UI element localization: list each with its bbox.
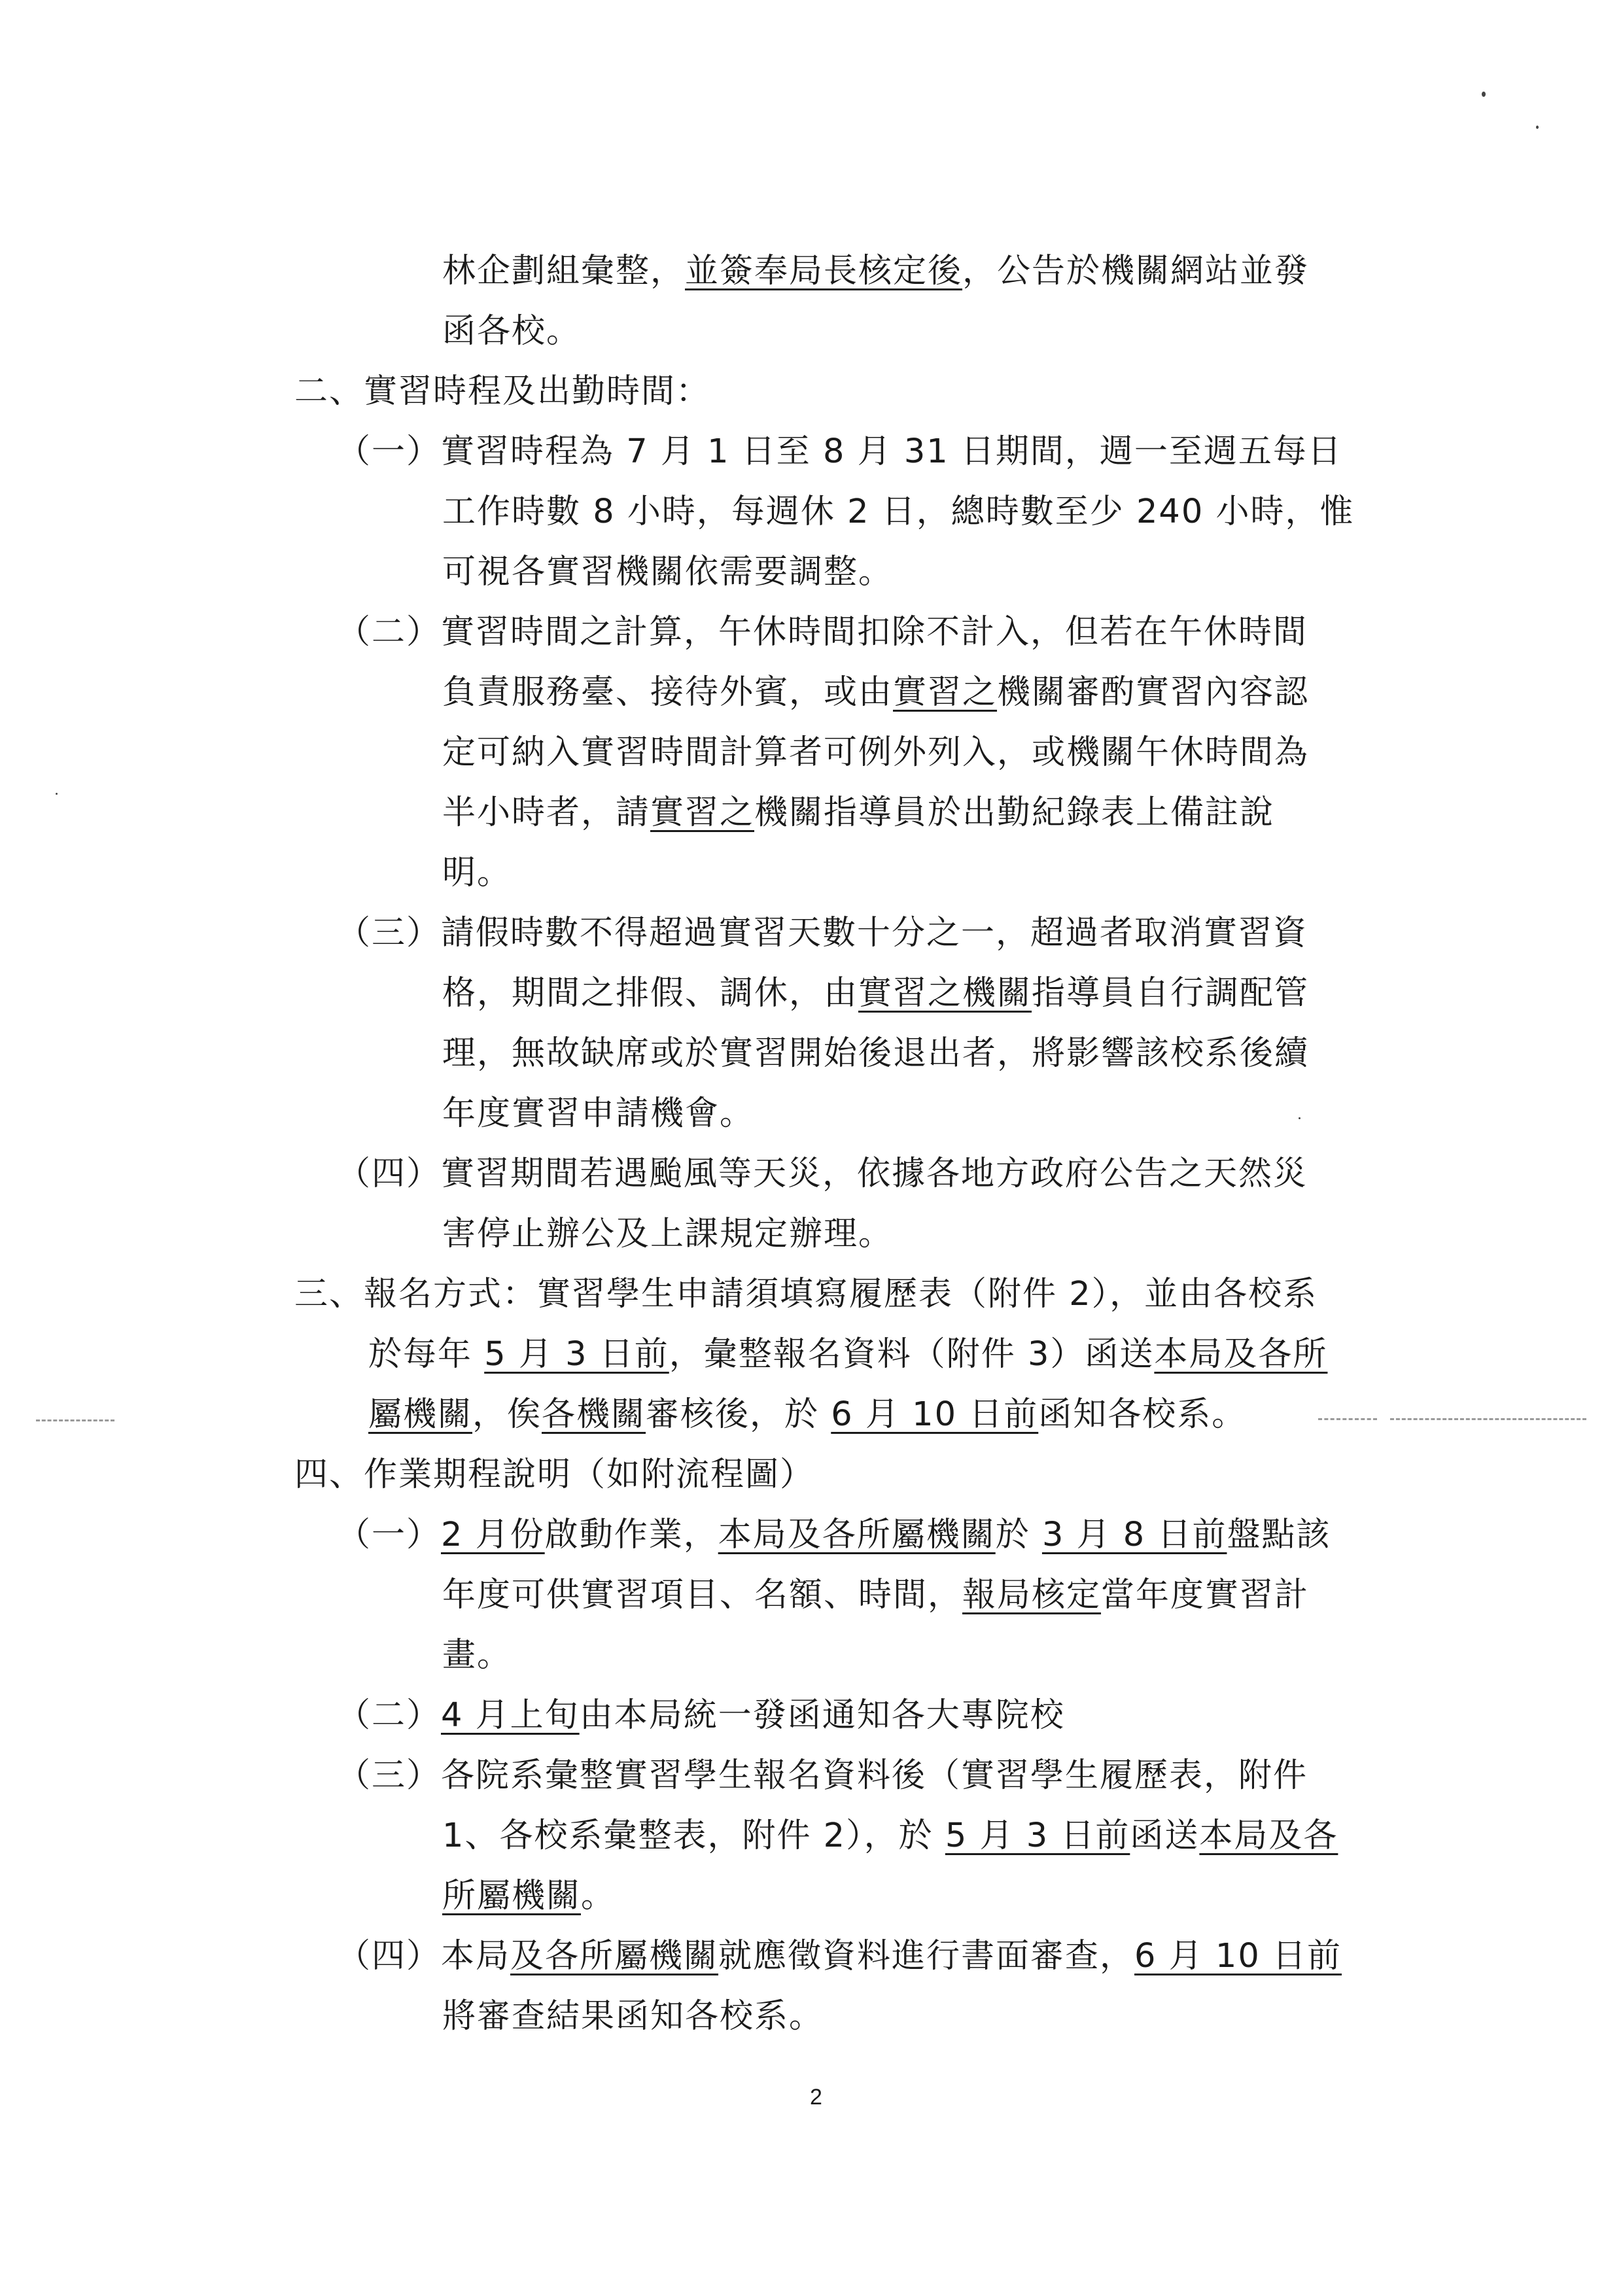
text-segment: （一）實習時程為 7 月 1 日至 8 月 31 日期間，週一至週五每日 <box>337 432 1342 471</box>
text-segment: 啟動作業， <box>544 1516 718 1554</box>
text-line <box>442 1574 1309 1617</box>
underlined-text: 6 月 10 日前 <box>831 1395 1039 1434</box>
underlined-text: 本局及各 <box>1199 1817 1338 1855</box>
text-line <box>442 551 893 594</box>
text-line <box>337 1153 1308 1196</box>
text-line <box>442 250 1309 293</box>
text-segment: 函各校。 <box>442 312 582 351</box>
text-line <box>368 1333 1327 1376</box>
text-segment: 年度可供實習項目、名額、時間， <box>442 1576 963 1614</box>
text-segment: 就應徵資料進行書面審查， <box>718 1937 1135 1975</box>
text-segment: （三）請假時數不得超過實習天數十分之一，超過者取消實習資 <box>337 914 1308 952</box>
text-segment: 指導員自行調配管 <box>1032 974 1310 1013</box>
text-segment: 害停止辦公及上課規定辦理。 <box>442 1215 894 1253</box>
text-segment: 明。 <box>442 854 512 892</box>
underlined-text: 實習之 <box>893 673 998 712</box>
text-line <box>442 1815 1338 1858</box>
scan-artifact-line <box>1318 1418 1377 1420</box>
text-line <box>337 1694 1065 1737</box>
text-segment: （四）本局 <box>337 1937 511 1975</box>
section-heading <box>294 370 710 413</box>
text-line <box>337 912 1308 955</box>
underlined-text: 實習之 <box>650 793 755 832</box>
underlined-text: 屬機關 <box>368 1395 473 1434</box>
underlined-text: 及各所屬機關 <box>510 1937 719 1975</box>
underlined-text: 本局及各所 <box>1154 1335 1328 1374</box>
scan-speck <box>1299 1117 1300 1119</box>
text-segment: 由本局統一發函通知各大專院校 <box>579 1696 1065 1735</box>
text-segment: ，俟 <box>472 1395 542 1434</box>
text-line <box>442 972 1309 1015</box>
text-line <box>442 791 1274 835</box>
text-line <box>337 430 1342 474</box>
text-line <box>337 1514 1331 1557</box>
text-segment: 審核後，於 <box>646 1395 831 1434</box>
text-segment: 理，無故缺席或於實習開始後退出者，將影響該校系後續 <box>442 1034 1310 1073</box>
text-line <box>442 1634 512 1677</box>
text-segment: ，彙整報名資料（附件 3）函送 <box>669 1335 1155 1374</box>
text-segment: （二）實習時間之計算，午休時間扣除不計入，但若在午休時間 <box>337 613 1308 652</box>
text-segment: 定可納入實習時間計算者可例外列入，或機關午休時間為 <box>442 733 1310 772</box>
text-segment: 函知各校系。 <box>1038 1395 1247 1434</box>
text-line <box>442 1995 824 2038</box>
text-line <box>442 1092 754 1136</box>
text-segment: 1、各校系彙整表，附件 2），於 <box>442 1817 945 1855</box>
text-segment: 年度實習申請機會。 <box>442 1094 755 1133</box>
section-heading <box>294 1453 814 1497</box>
text-line <box>442 491 1355 534</box>
scan-artifact-line <box>1390 1418 1586 1420</box>
text-segment: 可視各實習機關依需要調整。 <box>442 553 894 591</box>
underlined-text: 2 月份 <box>441 1516 545 1554</box>
scan-artifact-line <box>36 1419 114 1421</box>
text-line <box>442 1032 1309 1075</box>
text-segment: 畫。 <box>442 1636 512 1675</box>
text-line <box>337 1935 1342 1978</box>
underlined-text: 本局及各所屬機關 <box>718 1516 996 1554</box>
text-segment: 林企劃組彙整， <box>442 252 686 290</box>
text-line <box>442 852 512 895</box>
text-segment: 機關指導員於出勤紀錄表上備註說 <box>754 793 1275 832</box>
text-segment: 四、作業期程說明（如附流程圖） <box>294 1455 815 1494</box>
text-segment: 二、實習時程及出勤時間： <box>294 372 711 411</box>
text-segment: 當年度實習計 <box>1101 1576 1310 1614</box>
underlined-text: 所屬機關 <box>442 1877 582 1915</box>
text-segment: （一） <box>337 1516 442 1554</box>
text-line <box>442 1875 616 1918</box>
text-line <box>442 310 581 353</box>
text-line <box>337 611 1308 654</box>
underlined-text: 3 月 8 日前 <box>1041 1516 1227 1554</box>
text-line <box>442 671 1309 714</box>
scan-speck <box>56 793 58 795</box>
text-segment: 格，期間之排假、調休，由 <box>442 974 859 1013</box>
underlined-text: 報局核定 <box>962 1576 1102 1614</box>
text-line <box>442 731 1309 774</box>
underlined-text: 實習之機關 <box>858 974 1032 1013</box>
text-segment: 三、報名方式：實習學生申請須填寫履歷表（附件 2），並由各校系 <box>294 1275 1318 1313</box>
underlined-text: 並簽奉局長核定後 <box>685 252 963 290</box>
text-line <box>368 1393 1246 1436</box>
text-segment: 盤點該 <box>1227 1516 1331 1554</box>
underlined-text: 5 月 3 日前 <box>484 1335 669 1374</box>
text-segment: 工作時數 8 小時，每週休 2 日，總時數至少 240 小時，惟 <box>442 493 1355 531</box>
text-segment: （二） <box>337 1696 442 1735</box>
text-segment: 負責服務臺、接待外賓，或由 <box>442 673 894 712</box>
text-segment: 半小時者，請 <box>442 793 651 832</box>
text-segment: 函送 <box>1130 1817 1200 1855</box>
text-segment: 於 <box>995 1516 1042 1554</box>
underlined-text: 各機關 <box>542 1395 646 1434</box>
text-segment: 將審查結果函知各校系。 <box>442 1997 824 2036</box>
scan-speck <box>1482 92 1486 97</box>
text-segment: （三）各院系彙整實習學生報名資料後（實習學生履歷表，附件 <box>337 1756 1308 1795</box>
underlined-text: 5 月 3 日前 <box>945 1817 1130 1855</box>
section-heading <box>294 1273 1318 1316</box>
page-number: 2 <box>810 2085 822 2110</box>
underlined-text: 6 月 10 日前 <box>1134 1937 1342 1975</box>
text-segment: 機關審酌實習內容認 <box>997 673 1310 712</box>
text-line <box>337 1754 1308 1798</box>
text-line <box>442 1213 893 1256</box>
scan-speck <box>1536 126 1539 129</box>
underlined-text: 4 月上旬 <box>441 1696 580 1735</box>
text-segment: 。 <box>581 1877 616 1915</box>
text-segment: （四）實習期間若遇颱風等天災，依據各地方政府公告之天然災 <box>337 1155 1308 1193</box>
text-segment: ，公告於機關網站並發 <box>962 252 1310 290</box>
text-segment: 於每年 <box>368 1335 485 1374</box>
